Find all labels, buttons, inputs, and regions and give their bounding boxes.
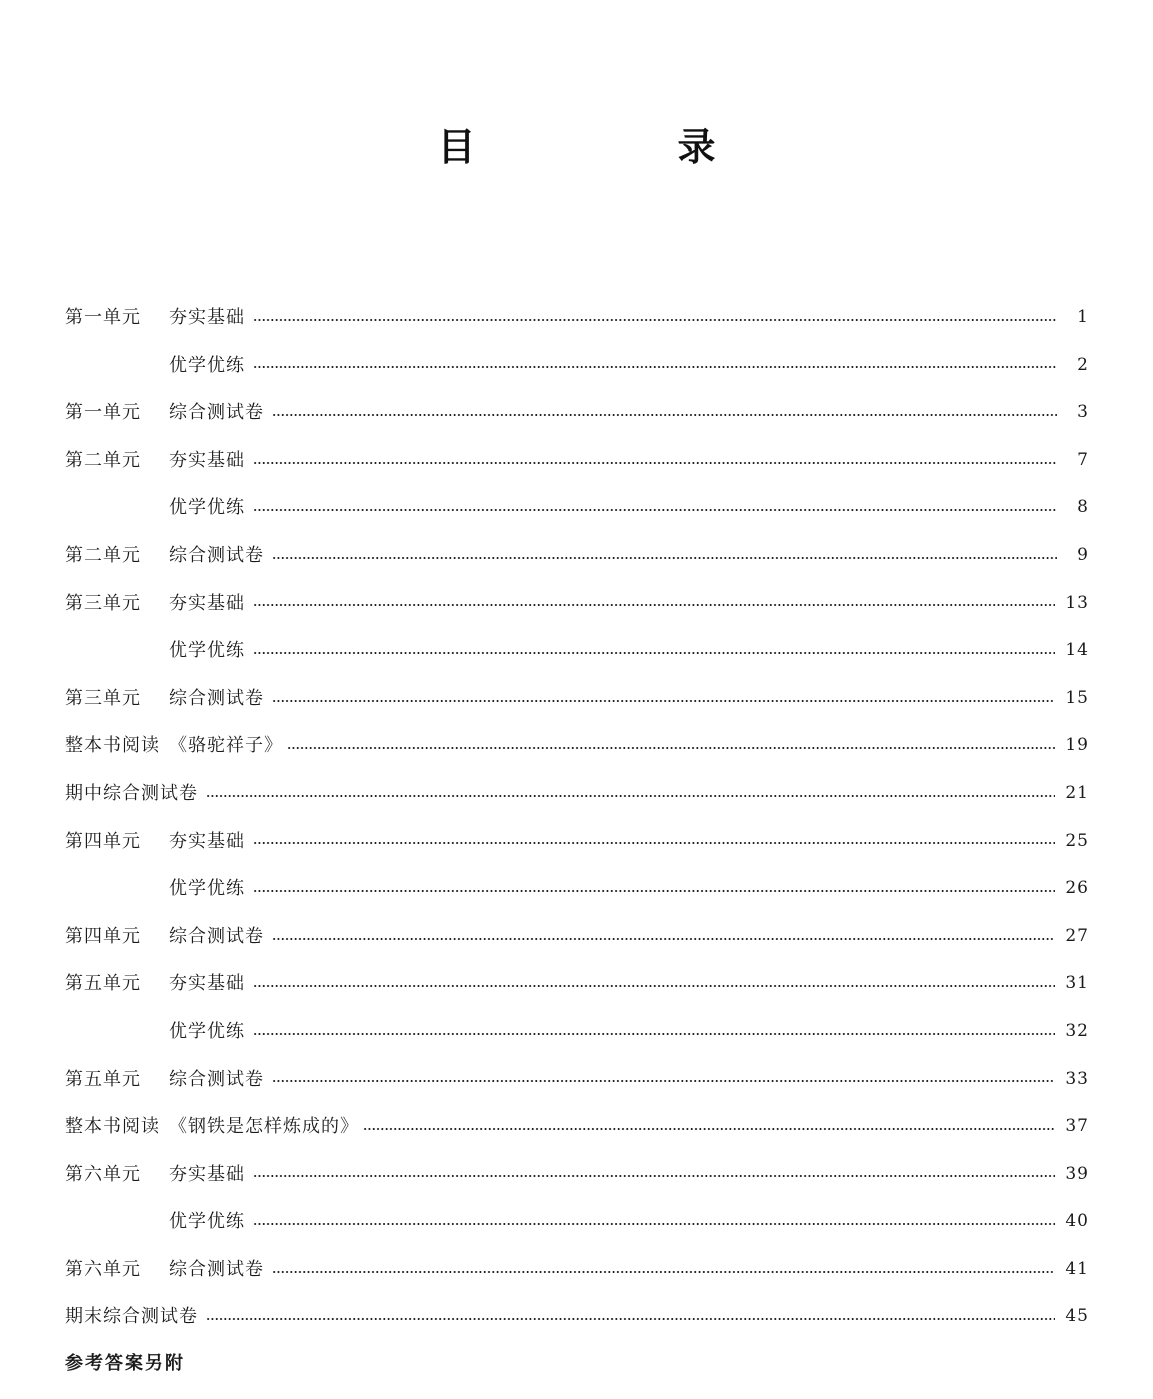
toc-entry[interactable] xyxy=(65,1008,1089,1056)
toc-entry[interactable] xyxy=(65,580,1089,628)
toc-entry[interactable] xyxy=(65,770,1089,818)
dot-leader xyxy=(253,652,1055,654)
toc-entry[interactable] xyxy=(65,389,1089,437)
toc-page-number: 21 xyxy=(1065,782,1089,803)
table-of-contents xyxy=(65,294,1089,1341)
toc-entry-title: 综合测试卷 xyxy=(169,925,264,947)
toc-unit-label: 整本书阅读 xyxy=(65,735,160,757)
toc-entry[interactable] xyxy=(65,722,1089,770)
toc-entry[interactable] xyxy=(65,294,1089,342)
toc-entry-title: 期末综合测试卷 xyxy=(65,1306,198,1328)
toc-page-number: 31 xyxy=(1065,973,1089,994)
toc-entry[interactable] xyxy=(65,913,1089,961)
toc-entry[interactable] xyxy=(65,484,1089,532)
toc-entry-title: 期中综合测试卷 xyxy=(65,782,198,804)
dot-leader xyxy=(253,319,1057,321)
toc-entry[interactable] xyxy=(65,1198,1089,1246)
toc-entry[interactable] xyxy=(65,675,1089,723)
toc-unit-label: 第四单元 xyxy=(65,925,141,947)
toc-unit-label: 第一单元 xyxy=(65,402,141,424)
toc-page-number: 2 xyxy=(1077,354,1089,375)
dot-leader xyxy=(363,1128,1055,1130)
answer-key-note: 参考答案另附 xyxy=(65,1353,185,1374)
toc-page-number: 3 xyxy=(1077,402,1089,423)
dot-leader xyxy=(253,604,1055,606)
toc-page-number: 39 xyxy=(1065,1163,1089,1184)
dot-leader xyxy=(253,890,1055,892)
toc-entry[interactable] xyxy=(65,437,1089,485)
dot-leader xyxy=(206,795,1055,797)
toc-unit-label: 第六单元 xyxy=(65,1163,141,1185)
toc-entry[interactable] xyxy=(65,1151,1089,1199)
toc-page-number: 45 xyxy=(1065,1306,1089,1327)
toc-page-number: 33 xyxy=(1065,1068,1089,1089)
toc-entry[interactable] xyxy=(65,532,1089,580)
dot-leader xyxy=(253,366,1057,368)
toc-page-number: 32 xyxy=(1065,1020,1089,1041)
toc-entry-title: 夯实基础 xyxy=(169,973,245,995)
toc-page-number: 13 xyxy=(1065,592,1089,613)
dot-leader xyxy=(253,842,1055,844)
toc-unit-label: 第四单元 xyxy=(65,830,141,852)
toc-page-number: 41 xyxy=(1065,1258,1089,1279)
dot-leader xyxy=(253,509,1057,511)
toc-page-number: 9 xyxy=(1077,544,1089,565)
toc-unit-label: 第二单元 xyxy=(65,449,141,471)
toc-unit-label: 第二单元 xyxy=(65,544,141,566)
toc-page-number: 27 xyxy=(1065,925,1089,946)
toc-entry[interactable] xyxy=(65,865,1089,913)
toc-page-number: 8 xyxy=(1077,497,1089,518)
toc-entry[interactable] xyxy=(65,1246,1089,1294)
toc-entry[interactable] xyxy=(65,1293,1089,1341)
toc-entry-title: 优学优练 xyxy=(169,354,245,376)
dot-leader xyxy=(253,1033,1055,1035)
toc-page-number: 40 xyxy=(1065,1211,1089,1232)
dot-leader xyxy=(272,557,1057,559)
toc-page-number: 7 xyxy=(1077,449,1089,470)
toc-entry[interactable] xyxy=(65,342,1089,390)
dot-leader xyxy=(287,747,1055,749)
toc-unit-label: 第五单元 xyxy=(65,973,141,995)
page-title: 目 录 xyxy=(437,125,798,169)
toc-entry-title: 《骆驼祥子》 xyxy=(169,735,283,757)
toc-entry-title: 综合测试卷 xyxy=(169,1258,264,1280)
toc-unit-label: 第三单元 xyxy=(65,687,141,709)
toc-page-number: 15 xyxy=(1065,687,1089,708)
toc-entry-title: 综合测试卷 xyxy=(169,544,264,566)
toc-entry-title: 优学优练 xyxy=(169,878,245,900)
toc-entry-title: 优学优练 xyxy=(169,640,245,662)
toc-page-number: 14 xyxy=(1065,640,1089,661)
toc-unit-label: 第六单元 xyxy=(65,1258,141,1280)
toc-entry[interactable] xyxy=(65,818,1089,866)
dot-leader xyxy=(253,985,1055,987)
toc-unit-label: 第一单元 xyxy=(65,307,141,328)
toc-unit-label: 整本书阅读 xyxy=(65,1116,160,1138)
dot-leader xyxy=(253,1223,1055,1225)
toc-entry[interactable] xyxy=(65,627,1089,675)
toc-entry-title: 夯实基础 xyxy=(169,1163,245,1185)
dot-leader xyxy=(272,700,1055,702)
toc-entry-title: 综合测试卷 xyxy=(169,402,264,424)
dot-leader xyxy=(253,1175,1055,1177)
dot-leader xyxy=(206,1318,1055,1320)
dot-leader xyxy=(272,1271,1055,1273)
toc-entry-title: 夯实基础 xyxy=(169,307,245,328)
toc-entry[interactable] xyxy=(65,1056,1089,1104)
toc-entry[interactable] xyxy=(65,1103,1089,1151)
toc-entry-title: 夯实基础 xyxy=(169,449,245,471)
toc-entry-title: 综合测试卷 xyxy=(169,687,264,709)
toc-unit-label: 第三单元 xyxy=(65,592,141,614)
toc-unit-label: 第五单元 xyxy=(65,1068,141,1090)
toc-entry-title: 夯实基础 xyxy=(169,830,245,852)
toc-entry[interactable] xyxy=(65,960,1089,1008)
toc-entry-title: 夯实基础 xyxy=(169,592,245,614)
toc-entry-title: 优学优练 xyxy=(169,1020,245,1042)
dot-leader xyxy=(272,1080,1055,1082)
toc-entry-title: 优学优练 xyxy=(169,1211,245,1233)
toc-entry-title: 《钢铁是怎样炼成的》 xyxy=(169,1116,359,1138)
toc-page-number: 1 xyxy=(1077,307,1089,327)
toc-entry-title: 优学优练 xyxy=(169,497,245,519)
toc-page-number: 25 xyxy=(1065,830,1089,851)
toc-page-number: 37 xyxy=(1065,1116,1089,1137)
toc-page-number: 26 xyxy=(1065,878,1089,899)
dot-leader xyxy=(272,938,1055,940)
toc-entry-title: 综合测试卷 xyxy=(169,1068,264,1090)
toc-page-number: 19 xyxy=(1065,735,1089,756)
dot-leader xyxy=(253,462,1057,464)
dot-leader xyxy=(272,414,1057,416)
